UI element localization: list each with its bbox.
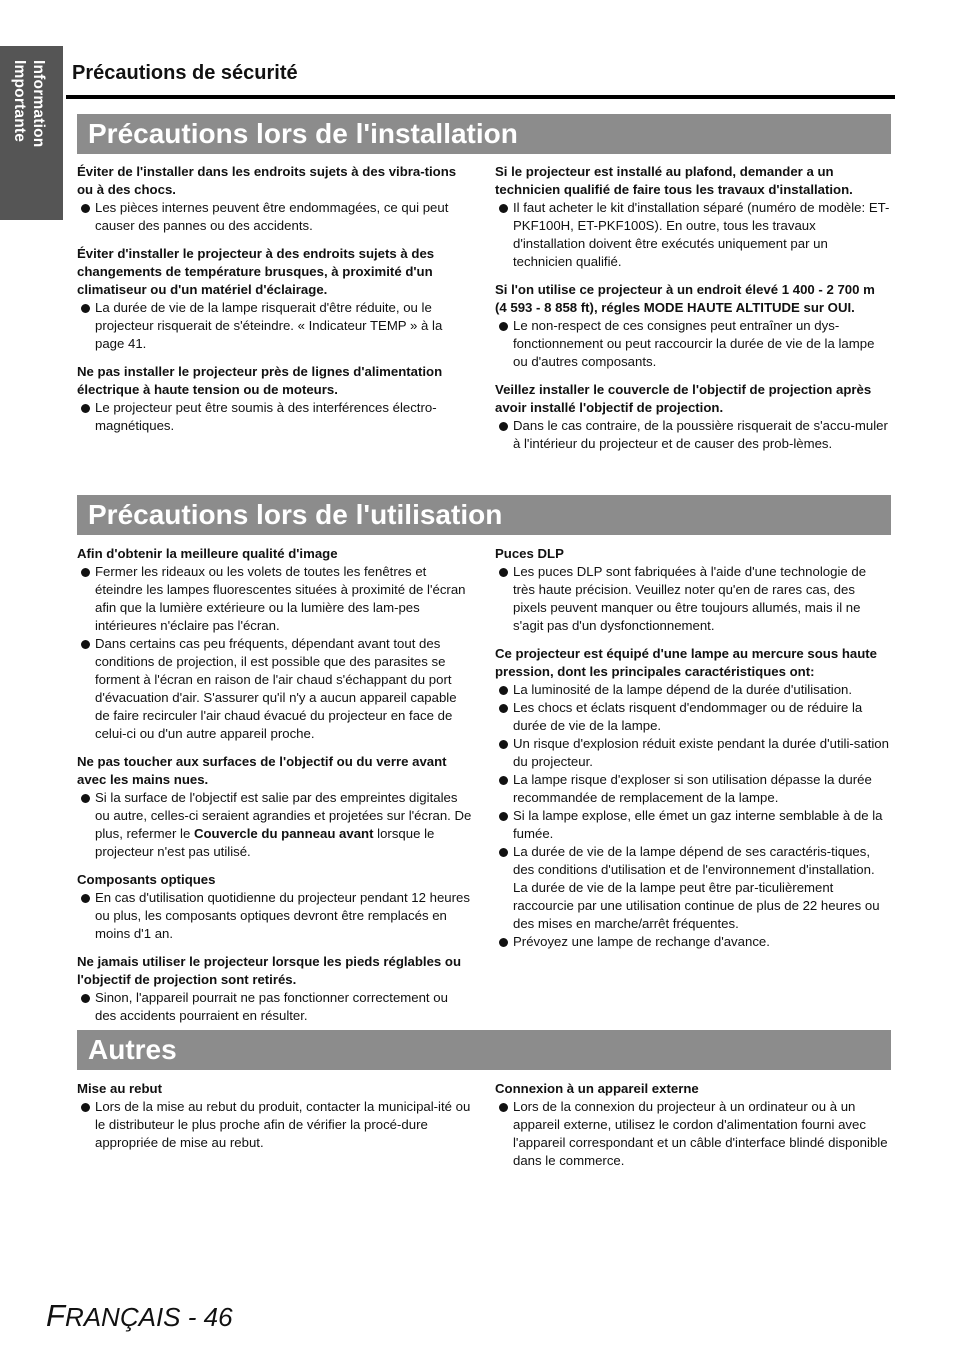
precaution-block <box>495 281 890 371</box>
bullet-item <box>77 1098 472 1152</box>
bullet-item <box>77 789 472 861</box>
bullet-text: Les chocs et éclats risquent d'endommager ou de réduire la durée de vie de la lampe. <box>513 700 863 733</box>
bullet-item <box>495 843 890 933</box>
bullet-icon <box>499 740 508 749</box>
precaution-block <box>77 871 472 943</box>
page-number: 46 <box>203 1302 233 1332</box>
bullet-text: Dans certains cas peu fréquents, dépendant avant tout des conditions de projection, il est possible que des parasites se forment à l'écran en raison de l'air chaud s'échappant du port d'évacuation d'air. S'assurer qu'il n'y a aucun appareil capable de faire recirculer l'air chaud évacué du projecteur en face de celui-ci ou d'un autre appareil proche. <box>95 636 457 741</box>
bullet-text: Si la lampe explose, elle émet un gaz interne semblable à de la fumée. <box>513 808 883 841</box>
bullet-text: Un risque d'explosion réduit existe pendant la durée d'utili-sation du projecteur. <box>513 736 889 769</box>
precaution-block <box>77 363 472 435</box>
side-tab-line2: Importante <box>11 60 28 143</box>
precaution-block <box>495 545 890 635</box>
footer-language-initial: F <box>46 1298 65 1333</box>
bullet-text: La luminosité de la lampe dépend de la durée d'utilisation. <box>513 682 853 697</box>
bullet-item <box>495 563 890 635</box>
bullet-text: La durée de vie de la lampe dépend de ses caractéris-tiques, des conditions d'utilisation et de l'environnement d'installation. La durée de vie de la lampe peut être par-ticulièrement raccourcie par une utilisation continue de plus de 22 heures ou des mises en marche/arrêt fréquentes. <box>513 844 880 931</box>
bullet-text: Les puces DLP sont fabriquées à l'aide d'une technologie de très haute précision. Veuillez noter qu'en de rares cas, des pixels peuvent manquer ou être toujours allumés, mais il ne s'agit pas d'un dysfonctionnement. <box>513 564 867 633</box>
bullet-icon <box>81 794 90 803</box>
bullet-icon <box>499 204 508 213</box>
precaution-heading: Afin d'obtenir la meilleure qualité d'image <box>77 546 338 561</box>
bullet-icon <box>499 848 508 857</box>
bullet-item <box>495 807 890 843</box>
precaution-heading: Ne pas toucher aux surfaces de l'objectif ou du verre avant avec les mains nues. <box>77 754 447 787</box>
bullet-item <box>77 299 472 353</box>
bullet-item <box>77 399 472 435</box>
bullet-icon <box>81 404 90 413</box>
side-tab-label <box>10 60 48 147</box>
footer-separator: - <box>180 1302 204 1332</box>
section-title-utilisation: Précautions lors de l'utilisation <box>77 495 891 535</box>
precaution-heading: Composants optiques <box>77 872 216 887</box>
bullet-icon <box>81 304 90 313</box>
bullet-icon <box>81 994 90 1003</box>
section-side-tab <box>0 46 63 220</box>
bullet-item <box>495 699 890 735</box>
bullet-icon <box>81 1103 90 1112</box>
precaution-block <box>495 163 890 271</box>
precaution-block <box>77 953 472 1025</box>
precaution-heading: Mise au rebut <box>77 1081 163 1096</box>
bullet-item <box>495 681 890 699</box>
autres-left-column <box>77 1080 472 1162</box>
bullet-icon <box>499 322 508 331</box>
bullet-icon <box>81 204 90 213</box>
page-header-title: Précautions de sécurité <box>72 62 298 84</box>
bullet-icon <box>499 704 508 713</box>
bullet-text: Lors de la connexion du projecteur à un ordinateur ou à un appareil externe, utilisez le cordon d'alimentation fourni avec l'appareil correspondant et un câble d'interface blindé disponible dans le commerce. <box>513 1099 888 1168</box>
section-title-autres: Autres <box>77 1030 891 1070</box>
precaution-block <box>495 381 890 453</box>
bullet-text: La durée de vie de la lampe risquerait d'être réduite, ou le projecteur risquerait de s'éteindre. « Indicateur TEMP » à la page 41. <box>95 300 443 351</box>
bullet-icon <box>81 640 90 649</box>
utilisation-right-column <box>495 545 890 961</box>
bullet-item <box>495 317 890 371</box>
bullet-item <box>495 199 890 271</box>
autres-right-column <box>495 1080 890 1180</box>
bullet-text: La lampe risque d'exploser si son utilisation dépasse la durée recommandée de remplacement de la lampe. <box>513 772 872 805</box>
bullet-item <box>77 889 472 943</box>
installation-left-column <box>77 163 472 445</box>
bullet-item <box>77 563 472 635</box>
precaution-block <box>77 1080 472 1152</box>
precaution-block <box>77 545 472 743</box>
bullet-icon <box>81 568 90 577</box>
installation-right-column <box>495 163 890 463</box>
page-footer <box>46 1298 233 1334</box>
bullet-icon <box>499 812 508 821</box>
bullet-text: Prévoyez une lampe de rechange d'avance. <box>513 934 770 949</box>
bullet-icon <box>81 894 90 903</box>
bullet-text: Le projecteur peut être soumis à des interférences électro-magnétiques. <box>95 400 437 433</box>
bullet-text: Il faut acheter le kit d'installation séparé (numéro de modèle: ET-PKF100H, ET-PKF100S). En outre, tous les travaux d'installation doivent être exécutés uniquement par un technicien qualifié. <box>513 200 890 269</box>
precaution-heading: Connexion à un appareil externe <box>495 1081 699 1096</box>
bullet-text: lorsque le projecteur n'est pas utilisé. <box>95 826 435 859</box>
bullet-bold-term: Couvercle du panneau avant <box>193 826 374 841</box>
precaution-heading: Ce projecteur est équipé d'une lampe au mercure sous haute pression, dont les principales caractéristiques ont: <box>495 646 878 679</box>
bullet-text: Dans le cas contraire, de la poussière risquerait de s'accu-muler à l'intérieur du projecteur et de causer des prob-lèmes. <box>513 418 888 451</box>
utilisation-left-column <box>77 545 472 1035</box>
bullet-item <box>495 933 890 951</box>
bullet-icon <box>499 568 508 577</box>
precaution-heading: Si le projecteur est installé au plafond, demander a un technicien qualifié de faire tous les travaux d'installation. <box>495 164 853 197</box>
bullet-text: En cas d'utilisation quotidienne du projecteur pendant 12 heures ou plus, les composants optiques devront être remplacés en moins d'1 an. <box>95 890 470 941</box>
bullet-text: Sinon, l'appareil pourrait ne pas fonctionner correctement ou des accidents pourraient en résulter. <box>95 990 448 1023</box>
side-tab-line1: Information <box>30 60 47 148</box>
bullet-item <box>77 199 472 235</box>
precaution-block <box>77 245 472 353</box>
footer-language: RANÇAIS <box>64 1302 181 1332</box>
precaution-heading: Éviter d'installer le projecteur à des endroits sujets à des changements de température brusques, à proximité d'un climatiseur ou d'un matériel d'éclairage. <box>77 246 435 297</box>
bullet-icon <box>499 938 508 947</box>
precaution-block <box>495 645 890 951</box>
bullet-item <box>495 417 890 453</box>
precaution-heading: Puces DLP <box>495 546 564 561</box>
bullet-icon <box>499 686 508 695</box>
bullet-item <box>77 635 472 743</box>
precaution-heading: Éviter de l'installer dans les endroits sujets à des vibra-tions ou à des chocs. <box>77 164 457 197</box>
bullet-item <box>495 735 890 771</box>
bullet-icon <box>499 422 508 431</box>
bullet-icon <box>499 776 508 785</box>
bullet-item <box>77 989 472 1025</box>
precaution-heading: Veillez installer le couvercle de l'objectif de projection après avoir installé l'objectif de projection. <box>495 382 872 415</box>
section-title-installation: Précautions lors de l'installation <box>77 114 891 154</box>
precaution-block <box>77 163 472 235</box>
precaution-heading: Ne pas installer le projecteur près de lignes d'alimentation électrique à haute tension ou de moteurs. <box>77 364 443 397</box>
precaution-block <box>495 1080 890 1170</box>
bullet-text: Lors de la mise au rebut du produit, contacter la municipal-ité ou le distributeur le plus proche afin de vérifier la procé-dure appropriée de mise au rebut. <box>95 1099 471 1150</box>
bullet-icon <box>499 1103 508 1112</box>
precaution-block <box>77 753 472 861</box>
bullet-item <box>495 1098 890 1170</box>
bullet-text: Le non-respect de ces consignes peut entraîner un dys-fonctionnement ou peut raccourcir la durée de vie de la lampe ou d'autres composants. <box>513 318 875 369</box>
bullet-text: Si la surface de l'objectif est salie par des empreintes digitales ou autre, celles-ci seraient agrandies et projetées sur l'écran. De plus, refermer le <box>95 790 472 841</box>
bullet-text: Fermer les rideaux ou les volets de toutes les fenêtres et éteindre les lampes fluorescentes situées à proximité de l'écran afin que la lumière extérieure ou la lumière des lam-pes intérieures n'éclaire pas l'écran. <box>95 564 466 633</box>
precaution-heading: Si l'on utilise ce projecteur à un endroit élevé 1 400 - 2 700 m (4 593 - 8 858 ft), régles MODE HAUTE ALTITUDE sur OUI. <box>495 282 875 315</box>
bullet-item <box>495 771 890 807</box>
bullet-text: Les pièces internes peuvent être endommagées, ce qui peut causer des pannes ou des accidents. <box>95 200 449 233</box>
precaution-heading: Ne jamais utiliser le projecteur lorsque les pieds réglables ou l'objectif de projection sont retirés. <box>77 954 462 987</box>
header-rule <box>66 95 895 99</box>
